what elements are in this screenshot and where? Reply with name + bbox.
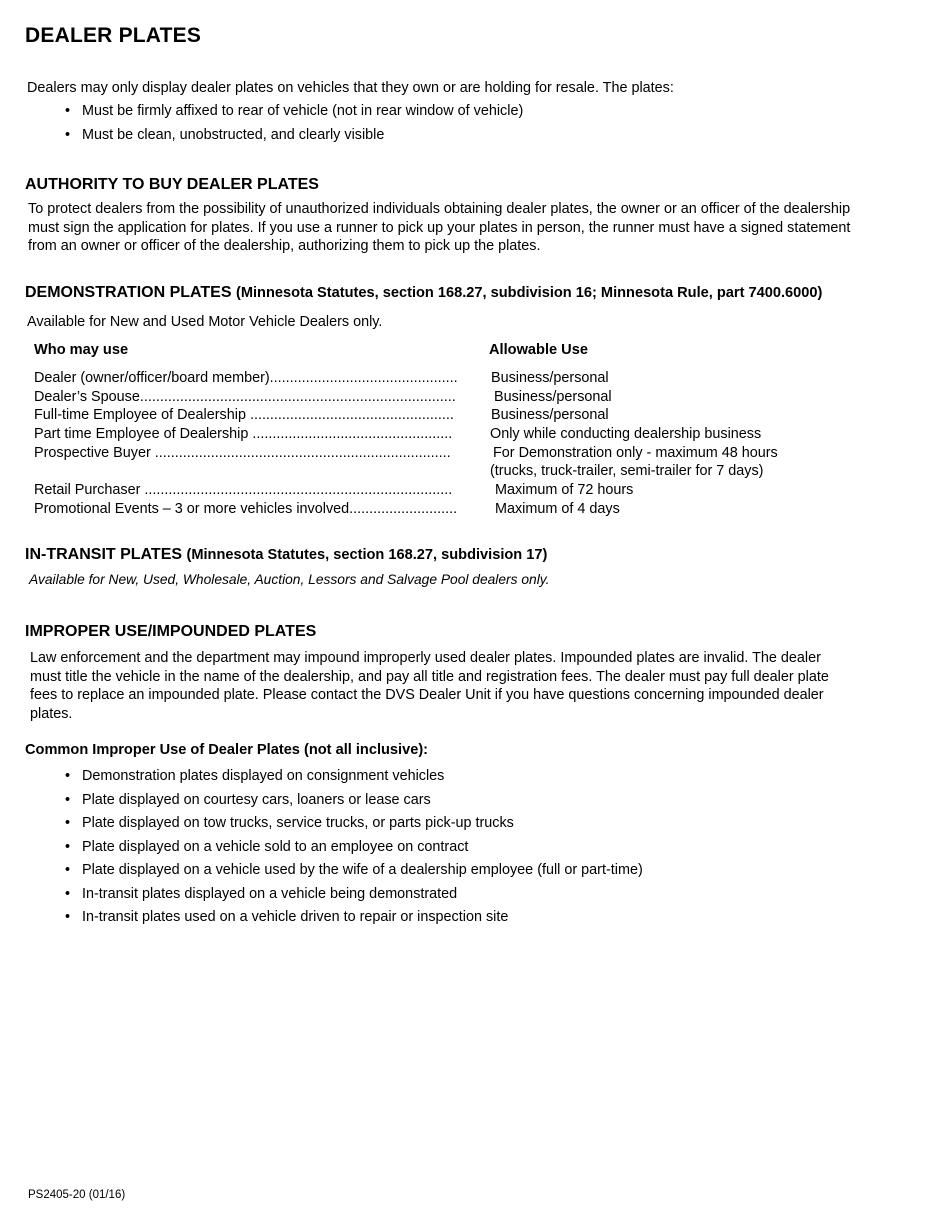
table-row-who: Promotional Events – 3 or more vehicles involved...........................	[34, 501, 458, 517]
table-row-use: For Demonstration only - maximum 48 hours	[493, 445, 778, 461]
improper-line-2: must title the vehicle in the name of the dealership, and pay all title and registration fees. The dealer must pay full dealer plate	[30, 668, 829, 685]
intro-bullet-list	[65, 102, 523, 149]
intransit-reference: (Minnesota Statutes, section 168.27, subdivision 17)	[186, 547, 548, 563]
table-row-who: Dealer’s Spouse...............................................................................	[34, 389, 456, 405]
table-row-use: Business/personal	[491, 407, 609, 423]
list-item: • Plate displayed on tow trucks, service trucks, or parts pick-up trucks	[65, 815, 514, 831]
bullet-icon: •	[65, 815, 71, 831]
page-title: DEALER PLATES	[25, 24, 202, 47]
intro-text: Dealers may only display dealer plates on vehicles that they own or are holding for resale. The plates:	[27, 80, 674, 96]
table-row-use: Only while conducting dealership business	[490, 426, 762, 442]
table-row-who: Prospective Buyer ..........................................................................	[34, 445, 451, 461]
demonstration-availability: Available for New and Used Motor Vehicle Dealers only.	[27, 314, 383, 330]
table-row-who: Part time Employee of Dealership ..................................................	[34, 426, 453, 442]
authority-line-1: To protect dealers from the possibility of unauthorized individuals obtaining dealer plates, the owner or an officer of the dealership	[28, 201, 851, 217]
authority-heading: AUTHORITY TO BUY DEALER PLATES	[25, 176, 319, 193]
table-row-who: Retail Purchaser .............................................................................	[34, 482, 453, 498]
list-item: • Plate displayed on a vehicle used by the wife of a dealership employee (full or part-time)	[65, 862, 643, 878]
form-number: PS2405-20 (01/16)	[28, 1189, 126, 1201]
bullet-icon: •	[65, 838, 71, 855]
list-item: • Plate displayed on a vehicle sold to an employee on contract	[65, 838, 469, 855]
authority-line-3: from an owner or officer of the dealership, authorizing them to pick up the plates.	[28, 238, 541, 254]
improper-heading: IMPROPER USE/IMPOUNDED PLATES	[25, 623, 317, 640]
list-item: • Demonstration plates displayed on consignment vehicles	[65, 768, 445, 784]
common-improper-heading: Common Improper Use of Dealer Plates (not all inclusive):	[25, 742, 429, 758]
improper-bullet-list	[65, 767, 643, 932]
bullet-icon: •	[65, 885, 71, 902]
table-row-use: Business/personal	[491, 370, 609, 386]
intransit-heading	[25, 546, 547, 564]
list-item: • Plate displayed on courtesy cars, loaners or lease cars	[65, 791, 431, 808]
bullet-icon: •	[65, 103, 71, 119]
table-row-use: Maximum of 72 hours	[495, 482, 634, 498]
intransit-availability: Available for New, Used, Wholesale, Auction, Lessors and Salvage Pool dealers only.	[29, 572, 550, 587]
table-row-who: Full-time Employee of Dealership ...................................................	[34, 407, 454, 423]
list-item: • In-transit plates displayed on a vehicle being demonstrated	[65, 885, 458, 902]
table-row-use-continued: (trucks, truck-trailer, semi-trailer for 7 days)	[490, 463, 764, 479]
bullet-icon: •	[65, 862, 71, 878]
improper-line-3: fees to replace an impounded plate. Please contact the DVS Dealer Unit if you have questions concerning impounded dealer	[30, 687, 824, 703]
column-header-who: Who may use	[34, 342, 129, 358]
demonstration-reference: (Minnesota Statutes, section 168.27, subdivision 16; Minnesota Rule, part 7400.6000)	[235, 285, 823, 301]
improper-line-4: plates.	[30, 705, 73, 722]
bullet-icon: •	[65, 791, 71, 808]
list-item: • In-transit plates used on a vehicle driven to repair or inspection site	[65, 909, 509, 925]
list-item: • Must be firmly affixed to rear of vehicle (not in rear window of vehicle)	[65, 103, 524, 119]
list-item: • Must be clean, unobstructed, and clearly visible	[65, 126, 385, 143]
column-header-use: Allowable Use	[489, 342, 588, 358]
table-row-use: Business/personal	[494, 389, 612, 405]
demonstration-heading	[25, 284, 822, 302]
bullet-icon: •	[65, 126, 71, 143]
improper-line-1: Law enforcement and the department may impound improperly used dealer plates. Impounded plates are invalid. The dealer	[30, 650, 821, 666]
bullet-icon: •	[65, 768, 71, 784]
authority-line-2: must sign the application for plates. If you use a runner to pick up your plates in person, the runner must have a signed statement	[28, 219, 851, 236]
bullet-icon: •	[65, 909, 71, 925]
intransit-title: IN-TRANSIT PLATES	[25, 546, 183, 563]
table-row-who: Dealer (owner/officer/board member)...............................................	[34, 370, 458, 386]
demonstration-title: DEMONSTRATION PLATES	[25, 284, 232, 301]
table-row-use: Maximum of 4 days	[495, 501, 620, 517]
